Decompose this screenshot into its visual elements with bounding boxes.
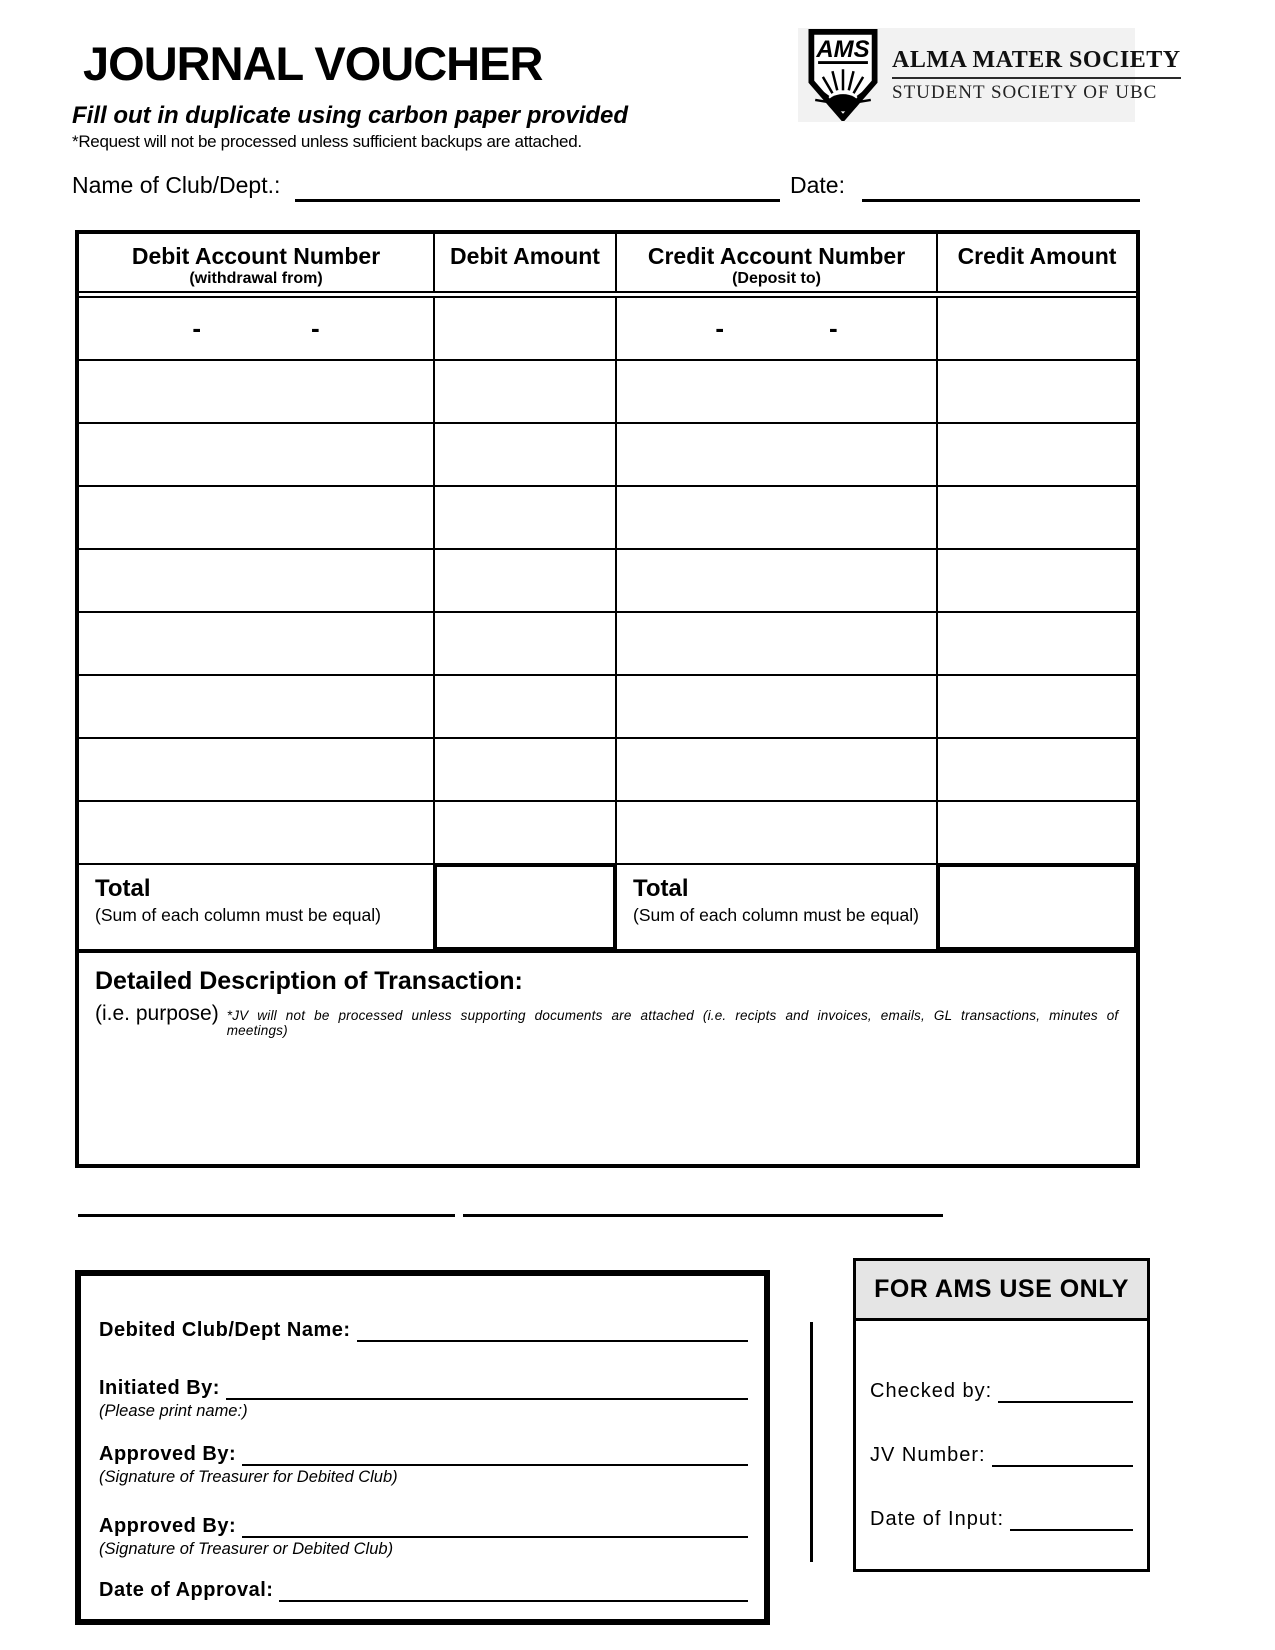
debit-amount-cell[interactable]	[435, 739, 617, 800]
debit-amount-cell[interactable]	[435, 487, 617, 548]
credit-account-cell[interactable]	[617, 424, 938, 485]
debit-account-cell[interactable]	[79, 424, 435, 485]
date-label: Date:	[790, 172, 845, 198]
table-row	[79, 613, 1136, 676]
credit-amount-cell[interactable]	[938, 361, 1136, 422]
date-of-input-field	[870, 1507, 1133, 1531]
page-title: JOURNAL VOUCHER	[83, 37, 543, 90]
jv-number-label: JV Number:	[870, 1444, 986, 1466]
debit-account-cell[interactable]	[79, 676, 435, 737]
ams-use-only-header: FOR AMS USE ONLY	[856, 1261, 1147, 1321]
ams-logo	[798, 28, 1181, 122]
jv-number-field	[870, 1443, 1133, 1467]
approved-by-field-2	[99, 1512, 748, 1538]
debit-amount-cell[interactable]	[435, 676, 617, 737]
checked-by-fill-line[interactable]	[998, 1379, 1133, 1403]
dash: -	[311, 313, 320, 343]
credit-amount-cell[interactable]	[938, 298, 1136, 359]
initiated-by-label: Initiated By:	[99, 1377, 220, 1399]
credit-account-cell[interactable]	[617, 802, 938, 863]
approval-box	[75, 1270, 770, 1625]
credit-amount-cell[interactable]	[938, 802, 1136, 863]
table-row	[79, 298, 1136, 361]
description-title: Detailed Description of Transaction:	[95, 967, 523, 995]
fill-instruction: Fill out in duplicate using carbon paper provided	[72, 102, 629, 129]
debited-club-field	[99, 1316, 748, 1342]
credit-account-cell[interactable]	[617, 550, 938, 611]
credit-account-cell[interactable]	[617, 739, 938, 800]
total-note: (Sum of each column must be equal)	[633, 905, 919, 925]
debit-amount-cell[interactable]	[435, 802, 617, 863]
date-of-approval-field	[99, 1576, 748, 1602]
initiated-by-fill-line[interactable]	[226, 1374, 748, 1400]
credit-account-cell[interactable]	[617, 487, 938, 548]
date-of-input-fill-line[interactable]	[1010, 1507, 1133, 1531]
header-debit-account	[79, 234, 435, 291]
approved-by-fill-line[interactable]	[242, 1440, 748, 1466]
description-section	[79, 949, 1136, 1164]
vertical-rule	[810, 1322, 813, 1562]
org-subtitle: STUDENT SOCIETY OF UBC	[892, 81, 1158, 103]
dash: -	[715, 313, 724, 343]
date-fill-line[interactable]	[862, 171, 1140, 202]
header-credit-account-title: Credit Account Number	[647, 243, 906, 269]
debit-account-cell[interactable]	[79, 298, 435, 359]
debit-account-cell[interactable]	[79, 550, 435, 611]
debit-account-cell[interactable]	[79, 739, 435, 800]
debit-amount-cell[interactable]	[435, 550, 617, 611]
credit-total-label	[617, 865, 938, 949]
total-word: Total	[633, 875, 689, 902]
approved-by-label: Approved By:	[99, 1515, 237, 1537]
debit-amount-cell[interactable]	[435, 424, 617, 485]
header-debit-amount	[435, 234, 617, 291]
dash: -	[192, 313, 201, 343]
description-fill-area[interactable]	[95, 1038, 1120, 1158]
ams-use-only-box	[853, 1258, 1150, 1572]
table-row	[79, 550, 1136, 613]
org-name: ALMA MATER SOCIETY	[892, 47, 1181, 79]
debited-club-label: Debited Club/Dept Name:	[99, 1319, 351, 1341]
table-row	[79, 361, 1136, 424]
table-row	[79, 739, 1136, 802]
approved-by-label: Approved By:	[99, 1443, 237, 1465]
credit-total-amount-cell[interactable]	[938, 865, 1136, 949]
debit-amount-cell[interactable]	[435, 361, 617, 422]
debit-total-label	[79, 865, 435, 949]
credit-amount-cell[interactable]	[938, 424, 1136, 485]
jv-number-fill-line[interactable]	[992, 1443, 1133, 1467]
total-note: (Sum of each column must be equal)	[95, 905, 381, 925]
club-dept-label: Name of Club/Dept.:	[72, 172, 281, 198]
club-dept-fill-line[interactable]	[295, 171, 780, 202]
horizontal-rule	[463, 1214, 943, 1217]
header-credit-amount-title: Credit Amount	[957, 243, 1117, 269]
description-lead: (i.e. purpose)	[95, 1002, 219, 1025]
approved-by-field-1	[99, 1440, 748, 1466]
date-of-input-label: Date of Input:	[870, 1508, 1005, 1530]
credit-amount-cell[interactable]	[938, 487, 1136, 548]
debit-account-cell[interactable]	[79, 802, 435, 863]
debit-account-cell[interactable]	[79, 361, 435, 422]
approved-by-note-2: (Signature of Treasurer or Debited Club)	[99, 1540, 394, 1558]
checked-by-field	[870, 1379, 1133, 1403]
table-row	[79, 424, 1136, 487]
total-word: Total	[95, 875, 151, 902]
debit-total-amount-cell[interactable]	[435, 865, 617, 949]
debit-amount-cell[interactable]	[435, 298, 617, 359]
date-of-approval-label: Date of Approval:	[99, 1579, 274, 1601]
credit-account-cell[interactable]	[617, 298, 938, 359]
table-row	[79, 802, 1136, 865]
credit-account-cell[interactable]	[617, 613, 938, 674]
credit-amount-cell[interactable]	[938, 676, 1136, 737]
approved-by-note-1: (Signature of Treasurer for Debited Club)	[99, 1468, 398, 1486]
header-credit-account	[617, 234, 938, 291]
credit-amount-cell[interactable]	[938, 739, 1136, 800]
initiated-by-field	[99, 1374, 748, 1400]
total-row	[79, 865, 1136, 949]
horizontal-rule	[78, 1214, 455, 1217]
table-row	[79, 676, 1136, 739]
credit-account-cell[interactable]	[617, 361, 938, 422]
credit-account-cell[interactable]	[617, 676, 938, 737]
ams-shield-icon	[806, 29, 880, 121]
dash: -	[829, 313, 838, 343]
approved-by-fill-line[interactable]	[242, 1512, 748, 1538]
description-subtitle	[95, 1002, 1120, 1038]
date-of-approval-fill-line[interactable]	[279, 1576, 748, 1602]
table-header-row	[79, 234, 1136, 298]
description-fine-print: *JV will not be processed unless supporting documents are attached (i.e. recipts and invoices, emails, GL transactions, minutes of meetings)	[226, 1008, 1119, 1038]
table-row	[79, 487, 1136, 550]
debited-club-fill-line[interactable]	[357, 1316, 748, 1342]
credit-amount-cell[interactable]	[938, 613, 1136, 674]
header-credit-amount	[938, 234, 1136, 291]
header-debit-account-title: Debit Account Number	[131, 243, 381, 269]
header-debit-amount-title: Debit Amount	[450, 243, 600, 269]
svg-text:AMS: AMS	[816, 35, 870, 63]
initiated-by-note: (Please print name:)	[99, 1402, 248, 1420]
debit-account-cell[interactable]	[79, 613, 435, 674]
credit-amount-cell[interactable]	[938, 550, 1136, 611]
debit-account-cell[interactable]	[79, 487, 435, 548]
header-debit-account-sub: (withdrawal from)	[189, 270, 323, 287]
checked-by-label: Checked by:	[870, 1380, 993, 1402]
logo-text	[892, 47, 1181, 104]
journal-voucher-table	[75, 230, 1140, 1168]
backup-note: *Request will not be processed unless sufficient backups are attached.	[72, 132, 582, 151]
header-credit-account-sub: (Deposit to)	[732, 270, 821, 287]
debit-amount-cell[interactable]	[435, 613, 617, 674]
